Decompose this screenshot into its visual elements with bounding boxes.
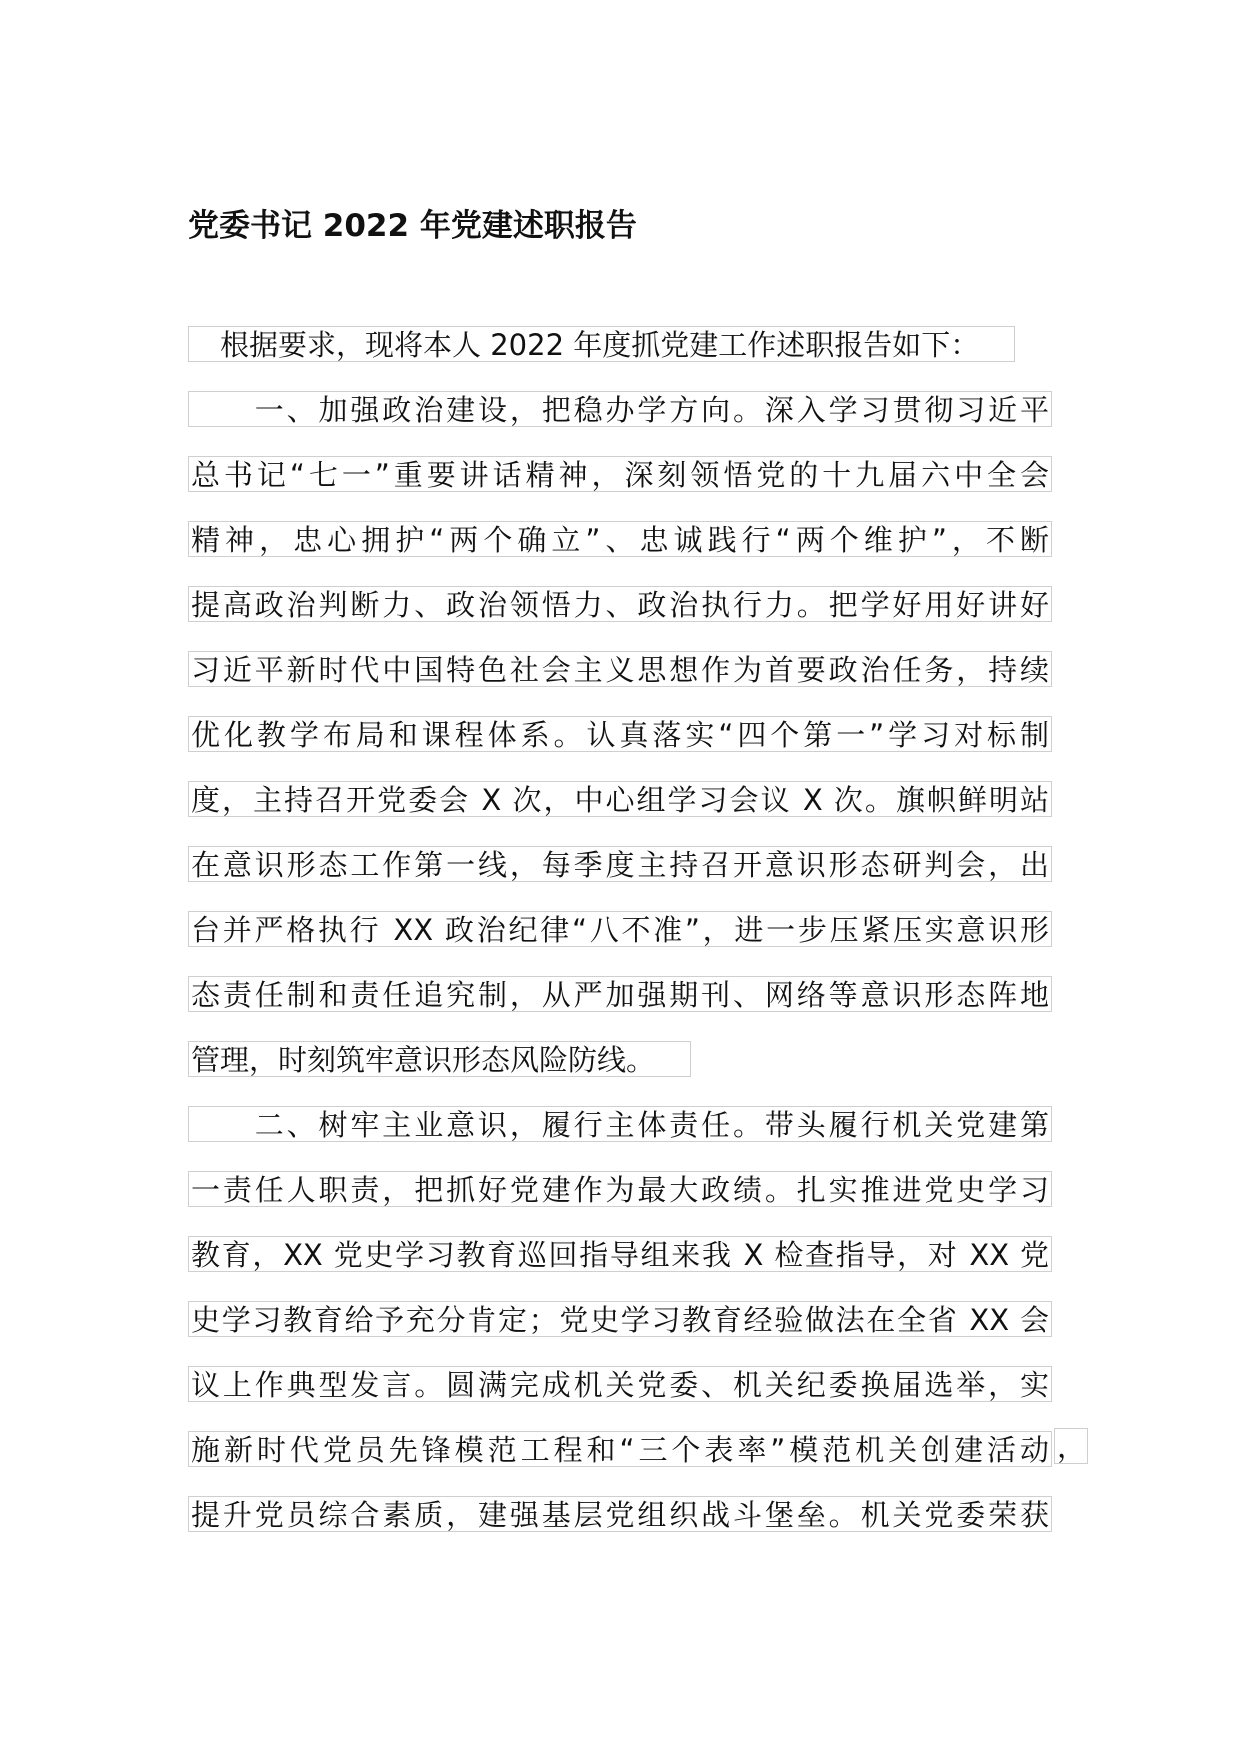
text-line: 在意识形态工作第一线，每季度主持召开意识形态研判会，出	[188, 846, 1052, 882]
text-line: 教育，XX 党史学习教育巡回指导组来我 X 检查指导，对 XX 党	[188, 1236, 1052, 1272]
text-line: 精神，忠心拥护“两个确立”、忠诚践行“两个维护”，不断	[188, 521, 1052, 557]
text-line: 提升党员综合素质，建强基层党组织战斗堡垒。机关党委荣获	[188, 1496, 1052, 1532]
text-line: 习近平新时代中国特色社会主义思想作为首要政治任务，持续	[188, 651, 1052, 687]
text-line: 二、树牢主业意识，履行主体责任。带头履行机关党建第	[188, 1106, 1052, 1142]
document-title: 党委书记 2022 年党建述职报告	[188, 208, 637, 244]
text-line: 态责任制和责任追究制，从严加强期刊、网络等意识形态阵地	[188, 976, 1052, 1012]
text-line: 优化教学布局和课程体系。认真落实“四个第一”学习对标制	[188, 716, 1052, 752]
text-line: 一、加强政治建设，把稳办学方向。深入学习贯彻习近平	[188, 391, 1052, 427]
text-line-intro: 根据要求，现将本人 2022 年度抓党建工作述职报告如下：	[188, 326, 1015, 362]
text-line: 议上作典型发言。圆满完成机关党委、机关纪委换届选举，实	[188, 1366, 1052, 1402]
text-line: 史学习教育给予充分肯定；党史学习教育经验做法在全省 XX 会	[188, 1301, 1052, 1337]
text-line: 度，主持召开党委会 X 次，中心组学习会议 X 次。旗帜鲜明站	[188, 781, 1052, 817]
text-line: 提高政治判断力、政治领悟力、政治执行力。把学好用好讲好	[188, 586, 1052, 622]
text-line: 台并严格执行 XX 政治纪律“八不准”，进一步压紧压实意识形	[188, 911, 1052, 947]
text-line: 一责任人职责，把抓好党建作为最大政绩。扎实推进党史学习	[188, 1171, 1052, 1207]
text-line: 总书记“七一”重要讲话精神，深刻领悟党的十九届六中全会	[188, 456, 1052, 492]
text-line: 施新时代党员先锋模范工程和“三个表率”模范机关创建活动	[188, 1431, 1052, 1467]
text-line-paragraph-end: 管理，时刻筑牢意识形态风险防线。	[188, 1041, 691, 1077]
trailing-comma: ，	[1054, 1428, 1088, 1464]
